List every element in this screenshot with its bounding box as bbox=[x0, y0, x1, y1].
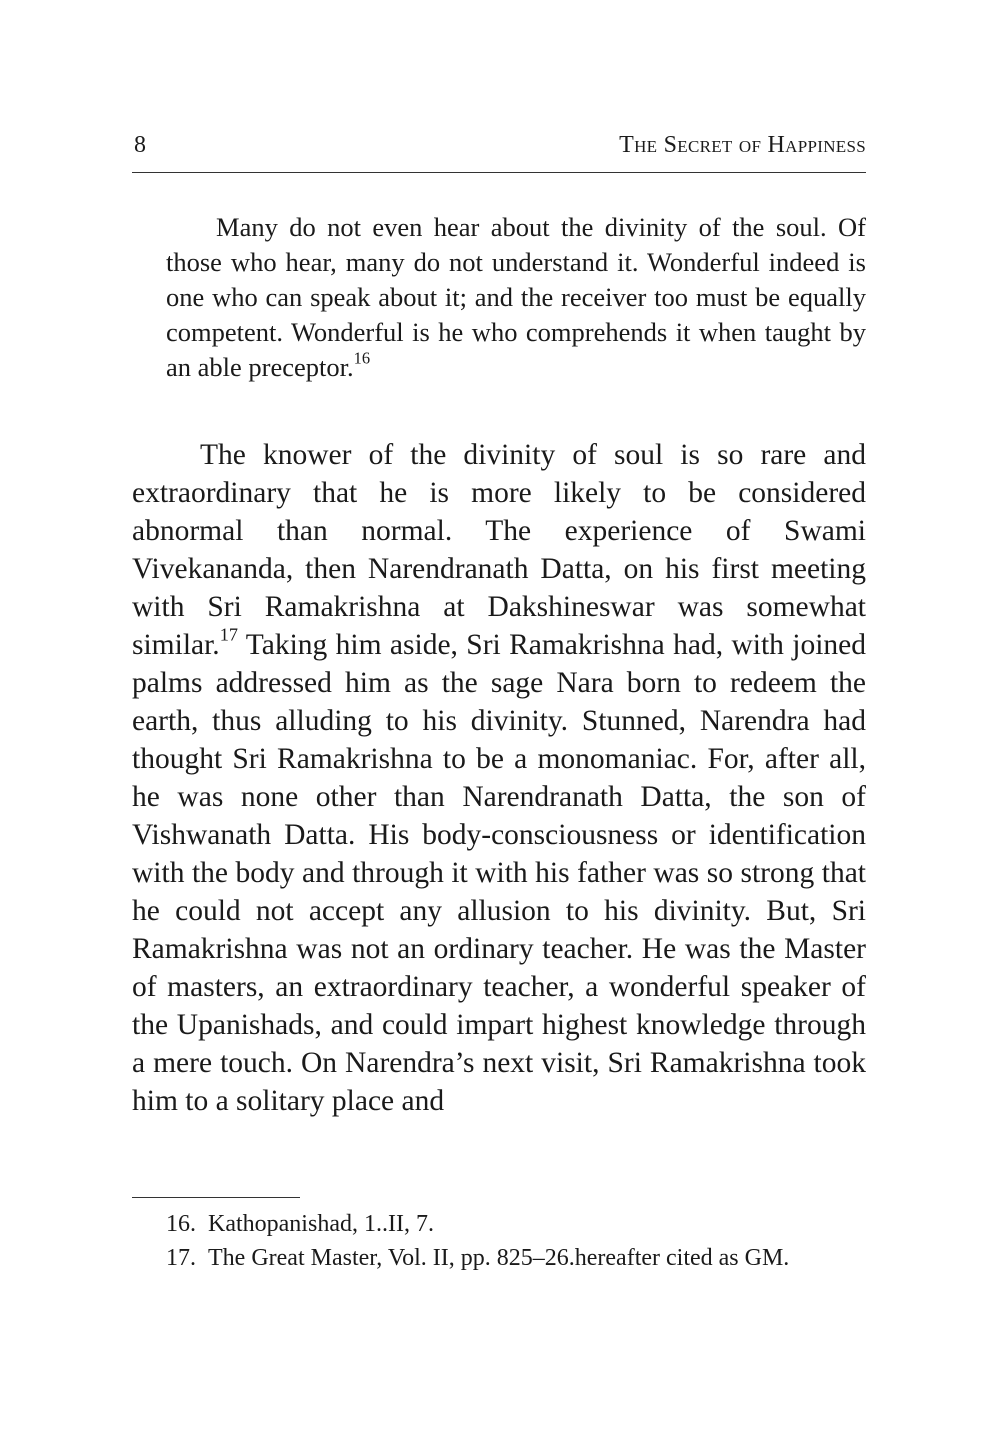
footnote-ref-17[interactable]: 17 bbox=[219, 624, 238, 645]
body-paragraph bbox=[132, 436, 866, 1120]
footnote-16 bbox=[166, 1208, 866, 1240]
footnote-ref-16[interactable]: 16 bbox=[353, 348, 371, 368]
footnote-number: 16. bbox=[166, 1211, 196, 1237]
footnote-number: 17. bbox=[166, 1245, 196, 1271]
running-header bbox=[132, 128, 866, 173]
body-text-part2: Taking him aside, Sri Ramakrishna had, with joined palms addressed him as the sage Nara born to redeem the earth, thus alluding to his divinity. Stunned, Narendra had thought Sri Ramakrishna to be a monomaniac. For, after all, he was none other than Narendranath Datta, the son of Vishwanath Datta. His body-consciousness or identification with the body and through it with his father was so strong that he could not accept any allusion to his divinity. But, Sri Ramakrishna was not an ordinary teacher. He was the Master of masters, an extraordinary teacher, a wonderful speaker of the Upanishads, and could impart highest knowledge through a mere touch. On Narendra’s next visit, Sri Ramakrishna took him to a solitary place and bbox=[132, 629, 866, 1117]
quote-text: Many do not even hear about the divinity of the soul. Of those who hear, many do not understand it. Wonderful indeed is one who can speak about it; and the receiver too must be equally competent. Wonderful is he who comprehends it when taught by an able preceptor. bbox=[166, 212, 866, 382]
footnotes-list bbox=[166, 1208, 866, 1276]
footnote-17 bbox=[166, 1242, 866, 1274]
footnote-text: The Great Master, Vol. II, pp. 825–26.hereafter cited as GM. bbox=[208, 1245, 790, 1271]
footnote-divider bbox=[132, 1197, 300, 1198]
running-title: The Secret of Happiness bbox=[619, 132, 866, 158]
footnote-text: Kathopanishad, 1..II, 7. bbox=[208, 1211, 434, 1237]
body-text-part1: The knower of the divinity of soul is so rare and extraordinary that he is more likely to be considered abnormal than normal. The experience of Swami Vivekananda, then Narendranath Datta, on his first meeting with Sri Ramakrishna at Dakshineswar was somewhat similar. bbox=[132, 439, 866, 661]
block-quote bbox=[166, 210, 866, 385]
page-number: 8 bbox=[134, 132, 146, 158]
